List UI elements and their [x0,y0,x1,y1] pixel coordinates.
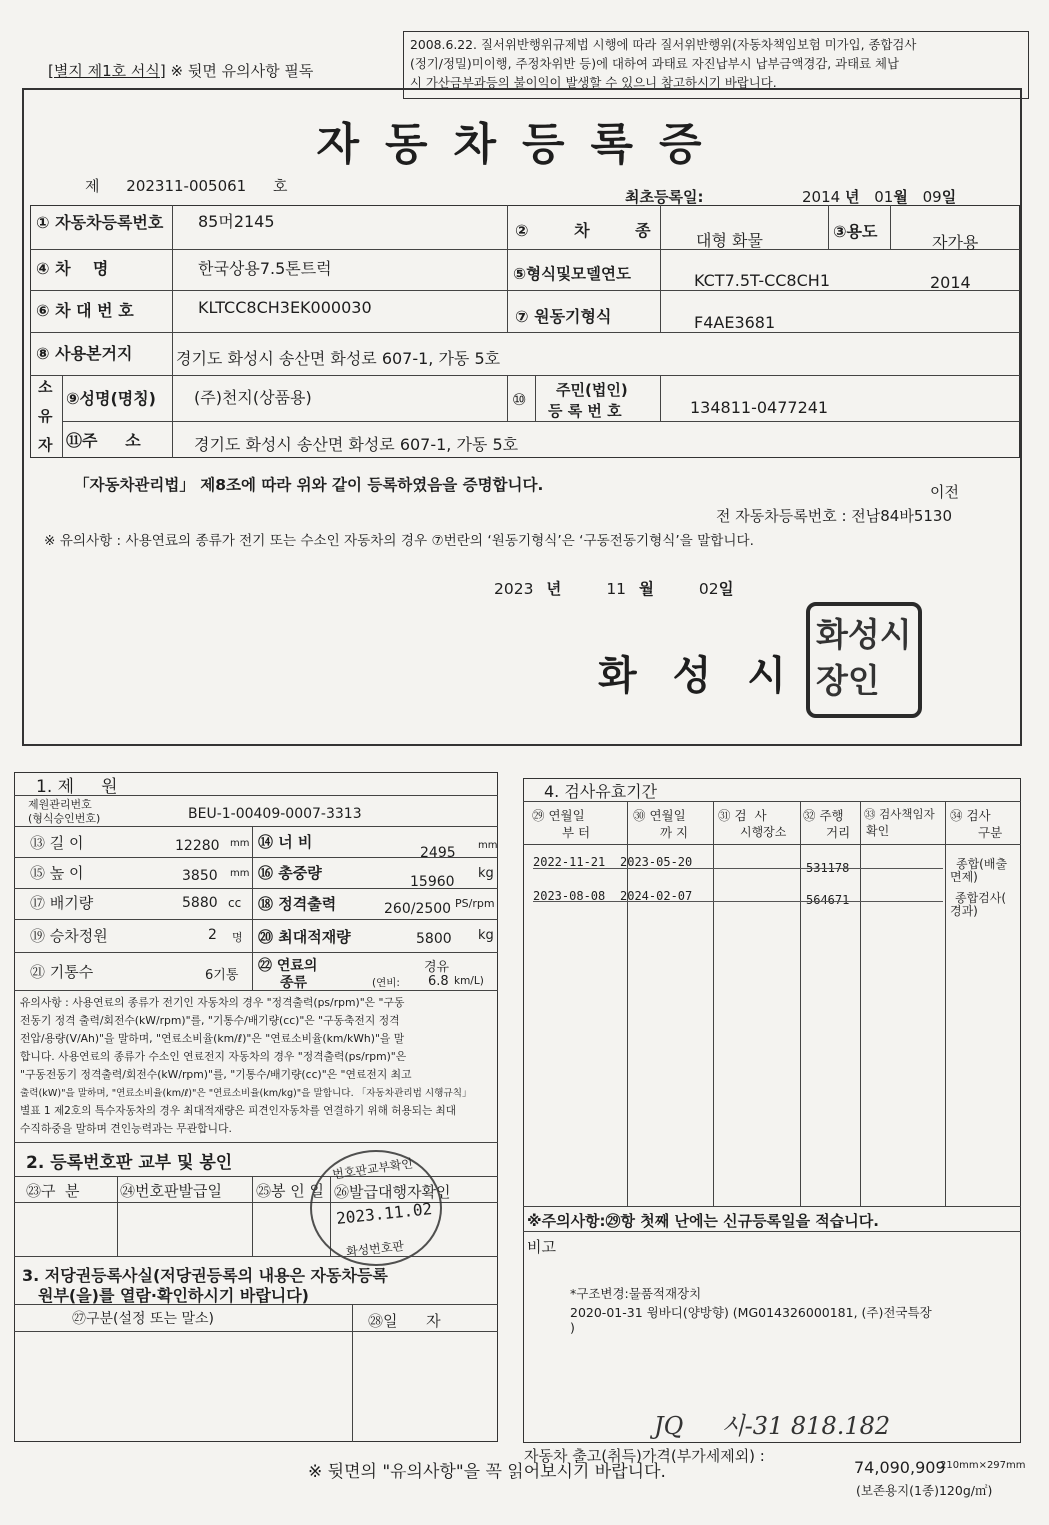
plate-col-agent: ㉖발급대행자확인 [334,1183,451,1201]
cert-number: 202311-005061 [126,177,247,195]
weight-label: ⑯ 총중량 [258,864,322,882]
length-label: ⑬ 길 이 [30,834,84,852]
price-value: 74,090,909 [854,1458,946,1477]
transfer-label: 이전 [930,483,959,501]
insp-h4-1: ㉜ 주행 [803,808,844,823]
issue-month-unit: 월 [638,580,654,598]
owner-id-label-1: 주민(법인) [556,381,628,399]
reg-no-value: 85머2145 [198,212,275,231]
length-value: 12280 [175,838,220,854]
issue-day: 02 [698,580,719,598]
first-reg-label: 최초등록일: [625,188,704,206]
cyl-label: ㉑ 기통수 [30,963,94,981]
engine-label: ⑦ 원동기형식 [515,307,612,326]
insp-h1-2: 부 터 [562,825,591,840]
spec-note-8: 수직하중을 말하며 견인능력과는 무관합니다. [20,1122,232,1135]
vin-value: KLTCC8CH3EK000030 [198,298,372,317]
paper-type: (보존용지(1종)120g/㎡) [856,1483,993,1498]
owner-id-value: 134811-0477241 [690,398,829,417]
owner-group-1: 소 [38,378,53,396]
weight-unit: kg [478,866,494,881]
use-label: ③용도 [833,222,878,241]
seats-unit: 명 [232,931,243,944]
fuel-value: 경유 [424,960,450,975]
issue-year: 2023 [494,580,534,598]
inspection-title: 4. 검사유효기간 [544,782,658,801]
mortgage-col-type: ㉗구분(설정 또는 말소) [72,1311,215,1327]
model-label: ⑤형식및모델연도 [513,265,631,283]
plate-col-type: ㉓구 분 [26,1182,80,1200]
owner-addr-value: 경기도 화성시 송산면 화성로 607-1, 가동 5호 [194,435,519,454]
spec-note-5: "구동전동기 정격출력/회전수(kW/rpm)"를, "기통수/배기량(cc)"은 "연료전지 최고 [20,1068,412,1081]
mgmt-label-2: (형식승인번호) [28,812,101,825]
insp-row2-from: 2023-08-08 [533,889,606,903]
eff-value: 6.8 [428,974,449,989]
disp-label: ⑰ 배기량 [30,894,94,912]
paper-size: 210mm×297mm [940,1460,1026,1471]
insp-h6-1: ㉞ 검사 [950,808,991,823]
certify-caution: ※ 유의사항 : 사용연료의 종류가 전기 또는 수소인 자동차의 경우 ⑦번란의 ‘원동기형식’은 ‘구동전동기형식’을 말합니다. [44,533,754,549]
cert-number-suffix: 호 [273,177,288,195]
eff-label: (연비: [372,977,400,989]
seal-text: 화성시장인 [816,615,912,700]
use-value: 자가용 [932,233,979,252]
notice-line-1: 2008.6.22. 질서위반행위규제법 시행에 따라 질서위반행위(자동차책임보험 미가입, 종합검사 [410,37,917,52]
certificate-title: 자동차등록증 [316,119,728,170]
issue-year-unit: 년 [546,580,562,598]
inspection-box [523,778,1021,1443]
power-label: ⑱ 정격출력 [258,895,337,913]
spec-note-2: 전동기 정격 출력/회전수(kW/rpm)"를, "기통수/배기량(cc)"은 "구동축전지 정격 [20,1014,400,1027]
name-value: 한국상용7.5톤트럭 [198,259,332,278]
width-value: 2495 [420,845,456,861]
insp-h3-1: ㉛ 검 사 [718,808,767,823]
type-label: ② 차 종 [515,221,651,240]
insp-h1-1: ㉙ 연월일 [532,808,585,823]
plate-col-issue: ㉔번호판발급일 [120,1182,222,1200]
remarks-label: 비고 [527,1238,556,1256]
reg-no-label: ① 자동차등록번호 [36,213,164,232]
eff-unit: km/L) [454,975,484,987]
owner-id-no: ⑩ [512,390,527,409]
name-label: ④ 차 명 [36,259,109,278]
remarks-line-3: ) [570,1320,575,1335]
inspection-caution: ※주의사항:㉙항 첫째 난에는 신규등록일을 적습니다. [527,1212,879,1230]
stamp-date: 2023.11.02 [335,1199,434,1228]
specs-title: 1. 제 원 [36,777,118,797]
engine-value: F4AE3681 [694,313,776,332]
owner-addr-label: ⑪주 소 [66,431,141,450]
price-label: 자동차 출고(취득)가격(부가세제외) : [524,1447,765,1465]
height-label: ⑮ 높 이 [30,864,84,882]
owner-id-label-2: 등 록 번 호 [548,402,622,420]
height-value: 3850 [182,868,218,884]
month-unit: 월 [893,188,908,206]
mgmt-label-1: 제원관리번호 [28,798,92,811]
spec-note-1: 유의사항 : 사용연료의 종류가 전기인 자동차의 경우 "정격출력(ps/rpm)"은 "구동 [20,996,405,1009]
seats-value: 2 [208,927,217,943]
handwritten-note: JQ 시-31 818.182 [654,1412,891,1440]
seats-label: ⑲ 승차정원 [30,927,108,945]
owner-group-3: 자 [38,436,53,454]
mortgage-title-2: 원부(을)를 열람·확인하시기 바랍니다) [38,1286,309,1305]
insp-row2-kind-2: 경과) [950,904,978,918]
spec-note-4: 합니다. 사용연료의 종류가 수소인 연료전지 자동차의 경우 "정격출력(ps/rpm)"은 [20,1050,407,1063]
load-value: 5800 [416,931,452,947]
owner-group-2: 유 [38,407,53,425]
back-note: ※ 뒷면 유의사항 필독 [170,62,314,80]
issuer-name: 화성시 [598,653,822,699]
width-label: ⑭ 너 비 [258,833,313,851]
insp-row1-kind-1: 종합(배출 [956,857,1008,871]
power-unit: PS/rpm [455,897,495,910]
insp-row2-kind-1: 종합검사( [955,891,1007,905]
vin-label: ⑥ 차 대 번 호 [36,301,134,320]
power-value: 260/2500 [384,901,452,917]
cyl-value: 6기통 [205,968,239,983]
insp-h2-2: 까 지 [660,825,689,840]
insp-row2-distance: 564671 [806,893,850,907]
height-unit: mm [230,868,250,879]
year-unit: 년 [844,188,860,206]
insp-row1-distance: 531178 [806,861,850,875]
base-value: 경기도 화성시 송산면 화성로 607-1, 가동 5호 [176,349,501,368]
insp-h5-2: 확인 [866,824,890,838]
spec-note-7: 별표 1 제2호의 특수자동차의 경우 최대적재량은 피견인자동차를 연결하기 위해 허용되는 최대 [20,1105,457,1117]
length-unit: mm [230,838,250,849]
plate-col-seal: ㉕봉 인 일 [256,1182,325,1200]
first-reg-month: 01 [874,188,894,206]
type-value: 대형 화물 [696,231,763,250]
spec-note-6: 출력(kW)"을 말하며, "연료소비율(km/ℓ)"은 "연료소비율(km/kg)"을 말합니다. 「자동차관리법 시행규칙」 [20,1088,472,1099]
insp-row1-kind-2: 면제) [950,870,978,884]
form-label: [별지 제1호 서식] [48,62,166,80]
first-reg-year: 2014 [802,188,841,206]
footer-note: ※ 뒷면의 "유의사항"을 꼭 읽어보시기 바랍니다. [308,1462,666,1482]
stamp-bottom: 화성번호판 [345,1239,405,1259]
insp-h6-2: 구분 [978,825,1003,840]
issue-day-unit: 일 [718,580,734,598]
insp-h3-2: 시행장소 [740,825,787,839]
width-unit: mm [478,840,498,851]
prev-reg-no: 전 자동차등록번호 : 전남84바5130 [716,507,953,525]
model-year: 2014 [930,273,971,292]
cert-number-prefix: 제 [85,177,100,195]
weight-value: 15960 [410,874,455,890]
disp-unit: cc [228,896,242,910]
notice-line-2: (정기/정밀)미이행, 주정차위반 등)에 대하여 과태료 자진납부시 납부금액경감, 과태료 체납 [410,56,899,71]
base-label: ⑧ 사용본거지 [36,344,133,363]
spec-note-3: 전압/용량(V/Ah)"을 말하며, "연료소비율(km/ℓ)"은 "연료소비율(km/kWh)"을 말 [20,1032,405,1045]
mortgage-title-1: 3. 저당권등록사실(저당권등록의 내용은 자동차등록 [22,1266,388,1285]
certify-statement: 「자동차관리법」 제8조에 따라 위와 같이 등록하였음을 증명합니다. [74,476,544,494]
insp-h4-2: 거리 [826,825,851,840]
fuel-label-1: ㉒ 연료의 [258,958,318,974]
insp-h2-1: ㉚ 연월일 [633,808,686,823]
owner-name-value: (주)천지(상품용) [194,388,312,407]
insp-row1-from: 2022-11-21 [533,855,606,869]
load-label: ⑳ 최대적재량 [258,928,351,946]
issue-month: 11 [606,580,627,598]
mortgage-col-date: ㉘일 자 [368,1312,441,1330]
notice-line-3: 시 가산금부과등의 불이익이 발생할 수 있으니 참고하시기 바랍니다. [410,75,777,90]
load-unit: kg [478,928,494,943]
model-value: KCT7.5T-CC8CH1 [694,271,830,290]
insp-h5-1: ㉝ 검사책임자 [864,807,935,821]
stamp-top: 번호판교부확인 [331,1156,414,1182]
insp-row1-to: 2023-05-20 [620,855,693,869]
plate-title: 2. 등록번호판 교부 및 봉인 [26,1153,233,1173]
day-unit: 일 [941,188,957,206]
mgmt-no: BEU-1-00409-0007-3313 [188,806,362,822]
remarks-line-1: *구조변경:물품적재장치 [570,1286,702,1301]
fuel-label-2: 종류 [280,975,308,991]
remarks-line-2: 2020-01-31 윙바디(양방향) (MG014326000181, (주)전국특장 [570,1305,932,1320]
first-reg-day: 09 [922,188,942,206]
disp-value: 5880 [182,895,218,911]
owner-name-label: ⑨성명(명칭) [66,389,156,408]
insp-row2-to: 2024-02-07 [620,889,693,903]
